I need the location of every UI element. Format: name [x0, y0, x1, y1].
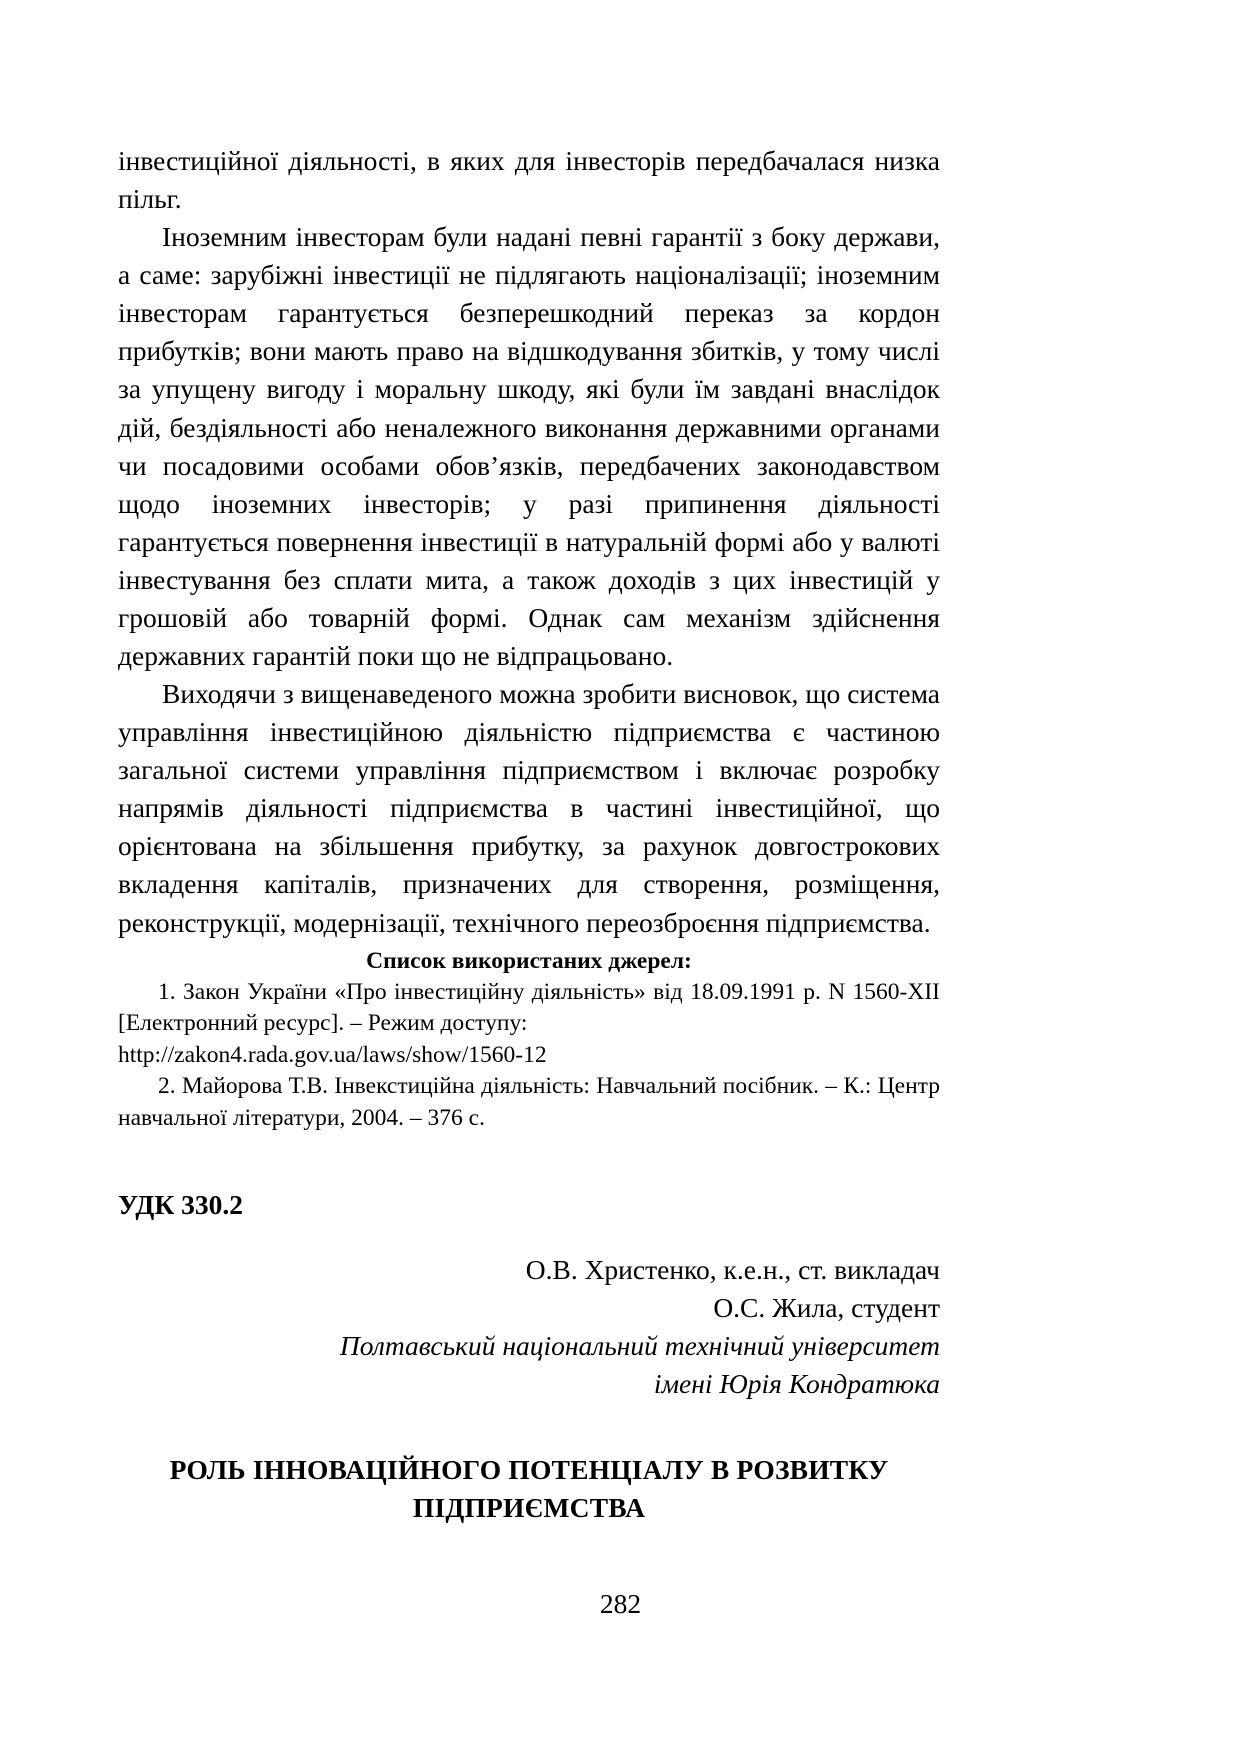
- references-heading: Список використаних джерел:: [366, 947, 692, 974]
- udk-code: УДК 330.2: [118, 1189, 244, 1221]
- udk-spacer: [118, 1225, 940, 1251]
- author-line-1: О.В. Христенко, к.е.н., ст. викладач: [525, 1253, 940, 1285]
- reference-item-1: 1. Закон України «Про інвестиційну діяльність» від 18.09.1991 р. N 1560-XII [Електронний ресурс]. – Режим доступу:: [118, 978, 940, 1037]
- article-title: [118, 1451, 940, 1528]
- affiliation-line-2: імені Юрія Кондратюка: [653, 1367, 940, 1399]
- title-spacer: [118, 1403, 940, 1451]
- affiliation-line-1: Полтавський національний технічний університет: [339, 1329, 940, 1361]
- page-content: [118, 142, 940, 1528]
- section-spacer: [118, 1134, 940, 1186]
- author-line-2: О.С. Жила, студент: [713, 1291, 940, 1323]
- article-title-line-1: РОЛЬ ІННОВАЦІЙНОГО ПОТЕНЦІАЛУ В РОЗВИТКУ: [169, 1453, 889, 1485]
- body-paragraph-2: Іноземним інвесторам були надані певні гарантії з боку держави, а саме: зарубіжні інвестиції не підлягають націоналізації; іноземним інвесторам гарантується безперешкодний переказ за кордон прибутків; вони мають право на відшкодування збитків, у тому числі за упущену вигоду і моральну шкоду, які були їм завдані внаслідок дій, бездіяльності або неналежного виконання державними органами чи посадовими особами обов’язків, передбачених законодавством щодо іноземних інвесторів; у разі припинення діяльності гарантується повернення інвестиції в натуральній формі або у валюті інвестування без сплати мита, а також доходів з цих інвестицій у грошовій або товарній формі. Однак сам механізм здійснення державних гарантій поки що не відпрацьовано.: [118, 221, 940, 672]
- page-number: 282: [599, 1588, 642, 1619]
- article-title-line-2: ПІДПРИЄМСТВА: [412, 1492, 646, 1524]
- authors-block: [118, 1251, 940, 1403]
- body-paragraph-1: інвестиційної діяльності, в яких для інвесторів передбачалася низка пільг.: [118, 145, 940, 215]
- body-paragraph-3: Виходячи з вищенаведеного можна зробити висновок, що система управління інвестиційною діяльністю підприємства є частиною загальної системи управління підприємством і включає розробку напрямів діяльності підприємства в частині інвестиційної, що орієнтована на збільшення прибутку, за рахунок довгострокових вкладення капіталів, призначених для створення, розміщення, реконструкції, модернізації, технічного переозброєння підприємства.: [118, 678, 940, 938]
- reference-item-2: 2. Майорова Т.В. Інвекстиційна діяльність: Навчальний посібник. – К.: Центр навчальної літератури, 2004. – 376 с.: [118, 1073, 940, 1131]
- reference-item-1-url: http://zakon4.rada.gov.ua/laws/show/1560-12: [118, 1041, 547, 1068]
